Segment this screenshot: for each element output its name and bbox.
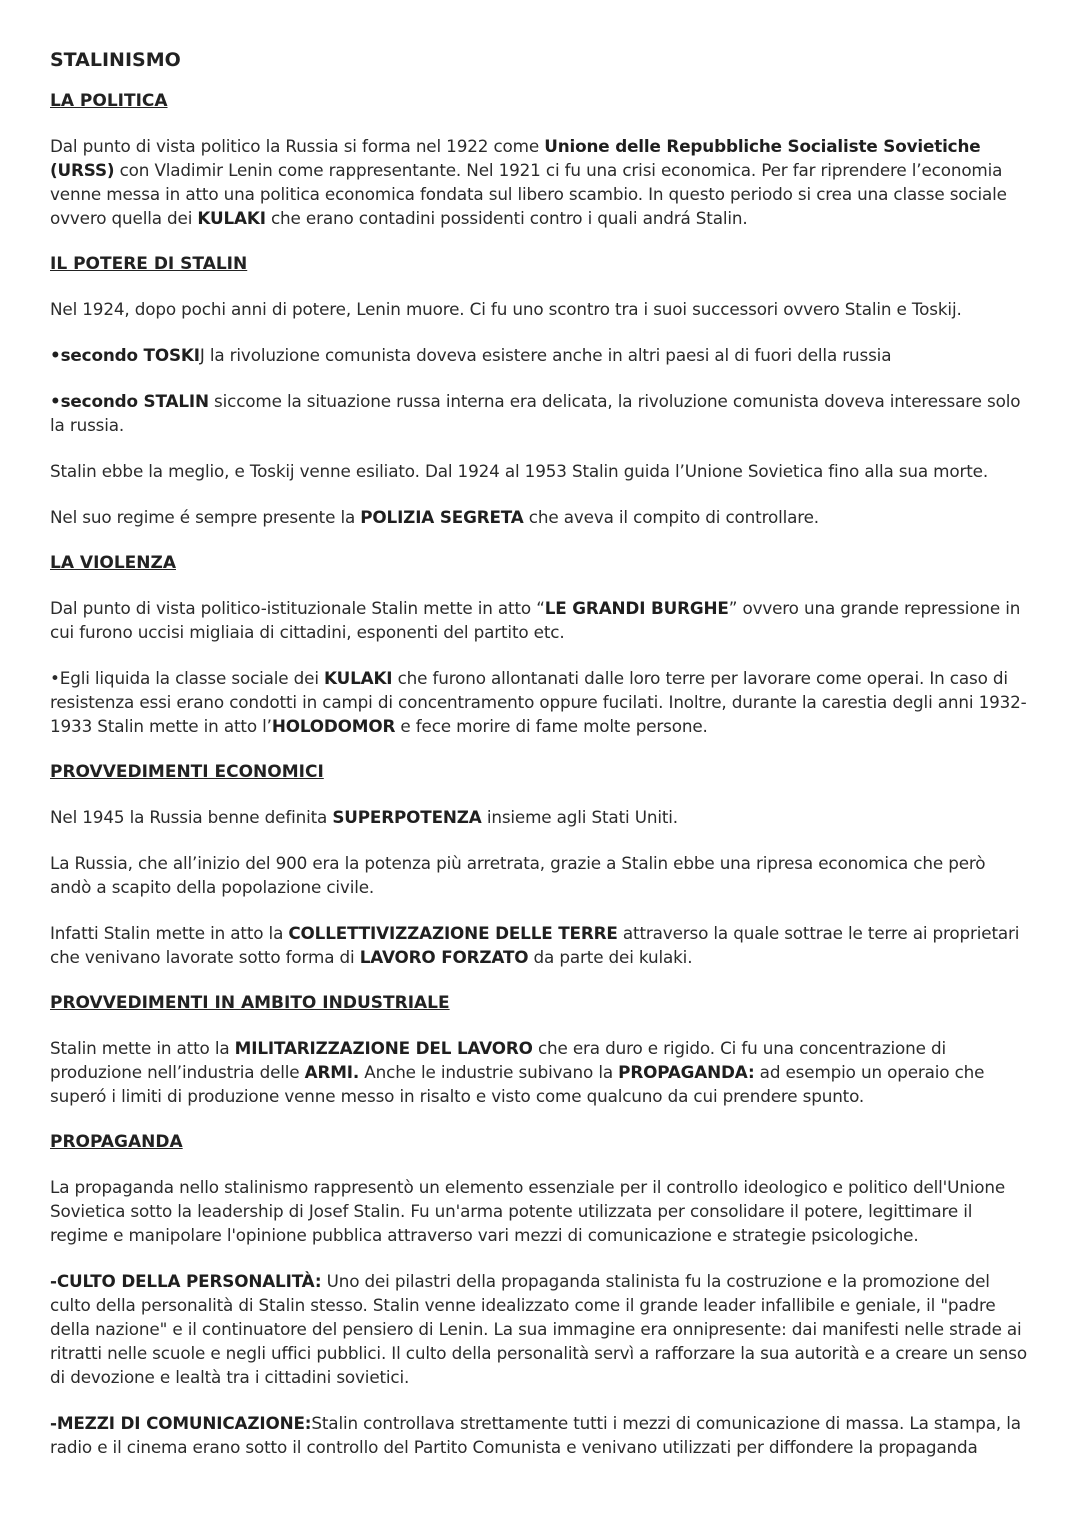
document-title: STALINISMO <box>50 49 181 71</box>
section-heading-potere: IL POTERE DI STALIN <box>50 254 248 274</box>
section-heading-industriale: PROVVEDIMENTI IN AMBITO INDUSTRIALE <box>50 993 450 1013</box>
section-heading-economici: PROVVEDIMENTI ECONOMICI <box>50 762 324 782</box>
paragraph-potere-5: Nel suo regime é sempre presente la POLIZIA SEGRETA che aveva il compito di controllare. <box>50 507 819 527</box>
paragraph-violenza-2: •Egli liquida la classe sociale dei KULAKI che furono allontanati dalle loro terre per lavorare come operai. In caso di resistenza essi erano condotti in campi di concentramento oppure fucilati. Inoltre, durante la carestia degli anni 1932-1933 Stalin mette in atto l’HOLODOMOR e fece morire di fame molte persone. <box>50 668 1027 736</box>
paragraph-economici-2: La Russia, che all’inizio del 900 era la potenza più arretrata, grazie a Stalin ebbe una ripresa economica che però andò a scapito della popolazione civile. <box>50 853 986 897</box>
paragraph-potere-stalin: •secondo STALIN siccome la situazione russa interna era delicata, la rivoluzione comunista doveva interessare solo la russia. <box>50 391 1021 435</box>
section-heading-politica: LA POLITICA <box>50 91 168 111</box>
paragraph-industriale-1: Stalin mette in atto la MILITARIZZAZIONE DEL LAVORO che era duro e rigido. Ci fu una concentrazione di produzione nell’industria delle ARMI. Anche le industrie subivano la PROPAGANDA: ad esempio un operaio che superó i limiti di produzione venne messo in risalto e visto come qualcuno da cui prendere spunto. <box>50 1038 985 1106</box>
paragraph-potere-4: Stalin ebbe la meglio, e Toskij venne esiliato. Dal 1924 al 1953 Stalin guida l’Unione Sovietica fino alla sua morte. <box>50 461 989 481</box>
paragraph-propaganda-1: La propaganda nello stalinismo rappresentò un elemento essenziale per il controllo ideologico e politico dell'Unione Sovietica sotto la leadership di Josef Stalin. Fu un'arma potente utilizzata per consolidare il potere, legittimare il regime e manipolare l'opinione pubblica attraverso vari mezzi di comunicazione e strategie psicologiche. <box>50 1177 1006 1245</box>
paragraph-economici-1: Nel 1945 la Russia benne definita SUPERPOTENZA insieme agli Stati Uniti. <box>50 807 678 827</box>
paragraph-propaganda-mezzi: -MEZZI DI COMUNICAZIONE:Stalin controllava strettamente tutti i mezzi di comunicazione di massa. La stampa, la radio e il cinema erano sotto il controllo del Partito Comunista e venivano utilizzati per diffondere la propaganda <box>50 1413 1021 1457</box>
paragraph-potere-toskij: •secondo TOSKIJ la rivoluzione comunista doveva esistere anche in altri paesi al di fuori della russia <box>50 345 892 365</box>
paragraph-economici-3: Infatti Stalin mette in atto la COLLETTIVIZZAZIONE DELLE TERRE attraverso la quale sottrae le terre ai proprietari che venivano lavorate sotto forma di LAVORO FORZATO da parte dei kulaki. <box>50 923 1020 967</box>
paragraph-violenza-1: Dal punto di vista politico-istituzionale Stalin mette in atto “LE GRANDI BURGHE” ovvero una grande repressione in cui furono uccisi migliaia di cittadini, esponenti del partito etc. <box>50 598 1021 642</box>
paragraph-potere-1: Nel 1924, dopo pochi anni di potere, Lenin muore. Ci fu uno scontro tra i suoi successori ovvero Stalin e Toskij. <box>50 299 962 319</box>
section-heading-propaganda: PROPAGANDA <box>50 1132 183 1152</box>
paragraph-propaganda-culto: -CULTO DELLA PERSONALITÀ: Uno dei pilastri della propaganda stalinista fu la costruzione e la promozione del culto della personalità di Stalin stesso. Stalin venne idealizzato come il grande leader infallibile e geniale, il "padre della nazione" e il continuatore del pensiero di Lenin. La sua immagine era onnipresente: dai manifesti nelle strade ai ritratti nelle scuole e negli uffici pubblici. Il culto della personalità servì a rafforzare la sua autorità e a creare un senso di devozione e lealtà tra i cittadini sovietici. <box>50 1271 1027 1387</box>
paragraph-politica-1: Dal punto di vista politico la Russia si forma nel 1922 come Unione delle Repubbliche Socialiste Sovietiche (URSS) con Vladimir Lenin come rappresentante. Nel 1921 ci fu una crisi economica. Per far riprendere l’economia venne messa in atto una politica economica fondata sul libero scambio. In questo periodo si crea una classe sociale ovvero quella dei KULAKI che erano contadini possidenti contro i quali andrá Stalin. <box>50 136 1007 228</box>
section-heading-violenza: LA VIOLENZA <box>50 553 176 573</box>
